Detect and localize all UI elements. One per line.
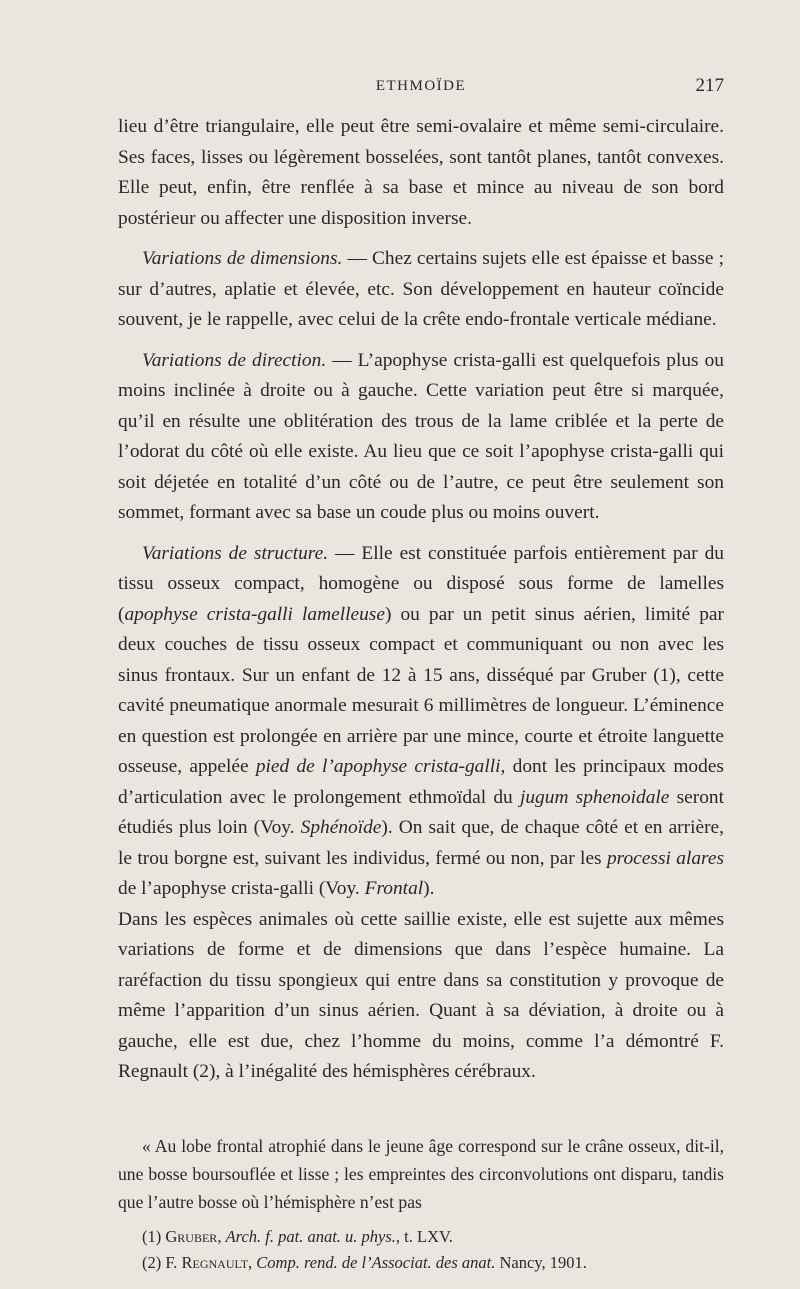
text-run: ). On sait que, de chaque côté et en arrière, le trou borgne est, suivant les individus, fermé ou non, par les [118,817,724,869]
text-run: seront étudiés plus loin (Voy. [118,786,725,838]
paragraph-dimensions-text: — Chez certains sujets elle est épaisse et basse ; sur d’autres, aplatie et élevée, etc. Son développement en hauteur coïncide souvent, je le rappelle, avec celui de la crête endo-frontale verticale médiane. [118,248,724,330]
running-title: ETHMOÏDE [375,78,467,94]
footnote-source: Comp. rend. de l’Associat. des anat. [256,1253,496,1272]
cross-reference: Frontal [364,878,424,899]
footnote-author: Gruber [165,1227,218,1246]
quotation-text: « Au lobe frontal atrophié dans le jeune âge correspond sur le crâne osseux, dit-il, une bosse boursouflée et lisse ; les empreintes des circonvolutions ont disparu, tandis que l’autre bosse où l’hémisphère n’est pas [118,1136,724,1212]
page-number: 217 [695,75,724,96]
footnote-marker: (2) F. [142,1253,182,1272]
footnotes [118,1224,724,1276]
section-heading-direction: Variations de direction. [142,349,327,371]
cross-reference: Sphénoïde [300,817,382,838]
section-heading-dimensions: Variations de dimensions. [142,248,343,269]
text-run: Nancy, 1901. [495,1253,587,1272]
text-run: de l’apophyse crista-galli (Voy. [118,878,365,899]
italic-term: processi alares [606,847,725,869]
footnote-source: Arch. f. pat. anat. u. phys. [225,1227,396,1246]
paragraph-structure [118,539,724,905]
text-run: , [248,1253,257,1272]
text-run: , dont les principaux modes d’articulation avec le prolongement ethmoïdal du [118,756,724,808]
text-run: ). [423,878,435,899]
paragraph-dimensions [118,244,724,336]
italic-term: pied de l’apophyse crista-galli [255,756,501,777]
quotation [118,1132,724,1216]
paragraph-continuation: lieu d’être triangulaire, elle peut être semi-ovalaire et même semi-circulaire. Ses faces, lisses ou légèrement bosselées, sont tantôt planes, tantôt convexes. Elle peut, enfin, être renflée à sa base et mince au niveau de son bord postérieur ou affecter une disposition inverse. [118,116,724,229]
italic-term: jugum sphenoidale [519,786,670,808]
footnote-1 [118,1224,724,1250]
paragraph-direction-text: — L’apophyse crista-galli est quelquefois plus ou moins inclinée à droite ou à gauche. Cette variation peut être si marquée, qu’il en résulte une oblitération des trous de la lame criblée et la perte de l’odorat du côté où elle existe. Au lieu que ce soit l’apophyse crista-galli qui soit déjetée en totalité d’un côté ou de l’autre, ce peut être seulement son sommet, formant avec sa base un coude plus ou moins ouvert. [118,349,724,523]
text-run: ) ou par un petit sinus aérien, limité par deux couches de tissu osseux compact et communiquant ou non avec les sinus frontaux. Sur un enfant de 12 à 15 ans, disséqué par Gruber (1), cette cavité pneumatique anormale mesurait 6 millimètres de longueur. L’éminence en question est prolongée en arrière par une mince, courte et étroite languette osseuse, appelée [118,603,724,777]
italic-term: apophyse crista-galli lamelleuse [124,603,385,625]
paragraph-animals: Dans les espèces animales où cette saillie existe, elle est sujette aux mêmes variations de forme et de dimensions que dans l’espèce humaine. La raréfaction du tissu spongieux qui entre dans sa constitution y provoque de même l’apparition d’un sinus aérien. Quant à sa déviation, à droite ou à gauche, elle est due, chez l’homme du moins, comme l’a démontré F. Regnault (2), à l’inégalité des hémisphères cérébraux. [118,908,724,1082]
footnote-2 [118,1250,724,1276]
library-stamp-edge-mark [780,600,794,880]
footnote-author: Regnault [181,1253,249,1272]
footnote-marker: (1) [142,1227,166,1246]
paragraph-direction [118,346,724,529]
text-run: — Elle est constituée parfois entièrement par du tissu osseux compact, homogène ou disposé sous forme de lamelles ( [118,542,724,625]
text-run: , [217,1227,226,1246]
body-text [118,112,724,1098]
running-head [118,74,724,100]
section-heading-structure: Variations de structure. [142,542,329,564]
text-run: , t. LXV. [395,1227,453,1246]
